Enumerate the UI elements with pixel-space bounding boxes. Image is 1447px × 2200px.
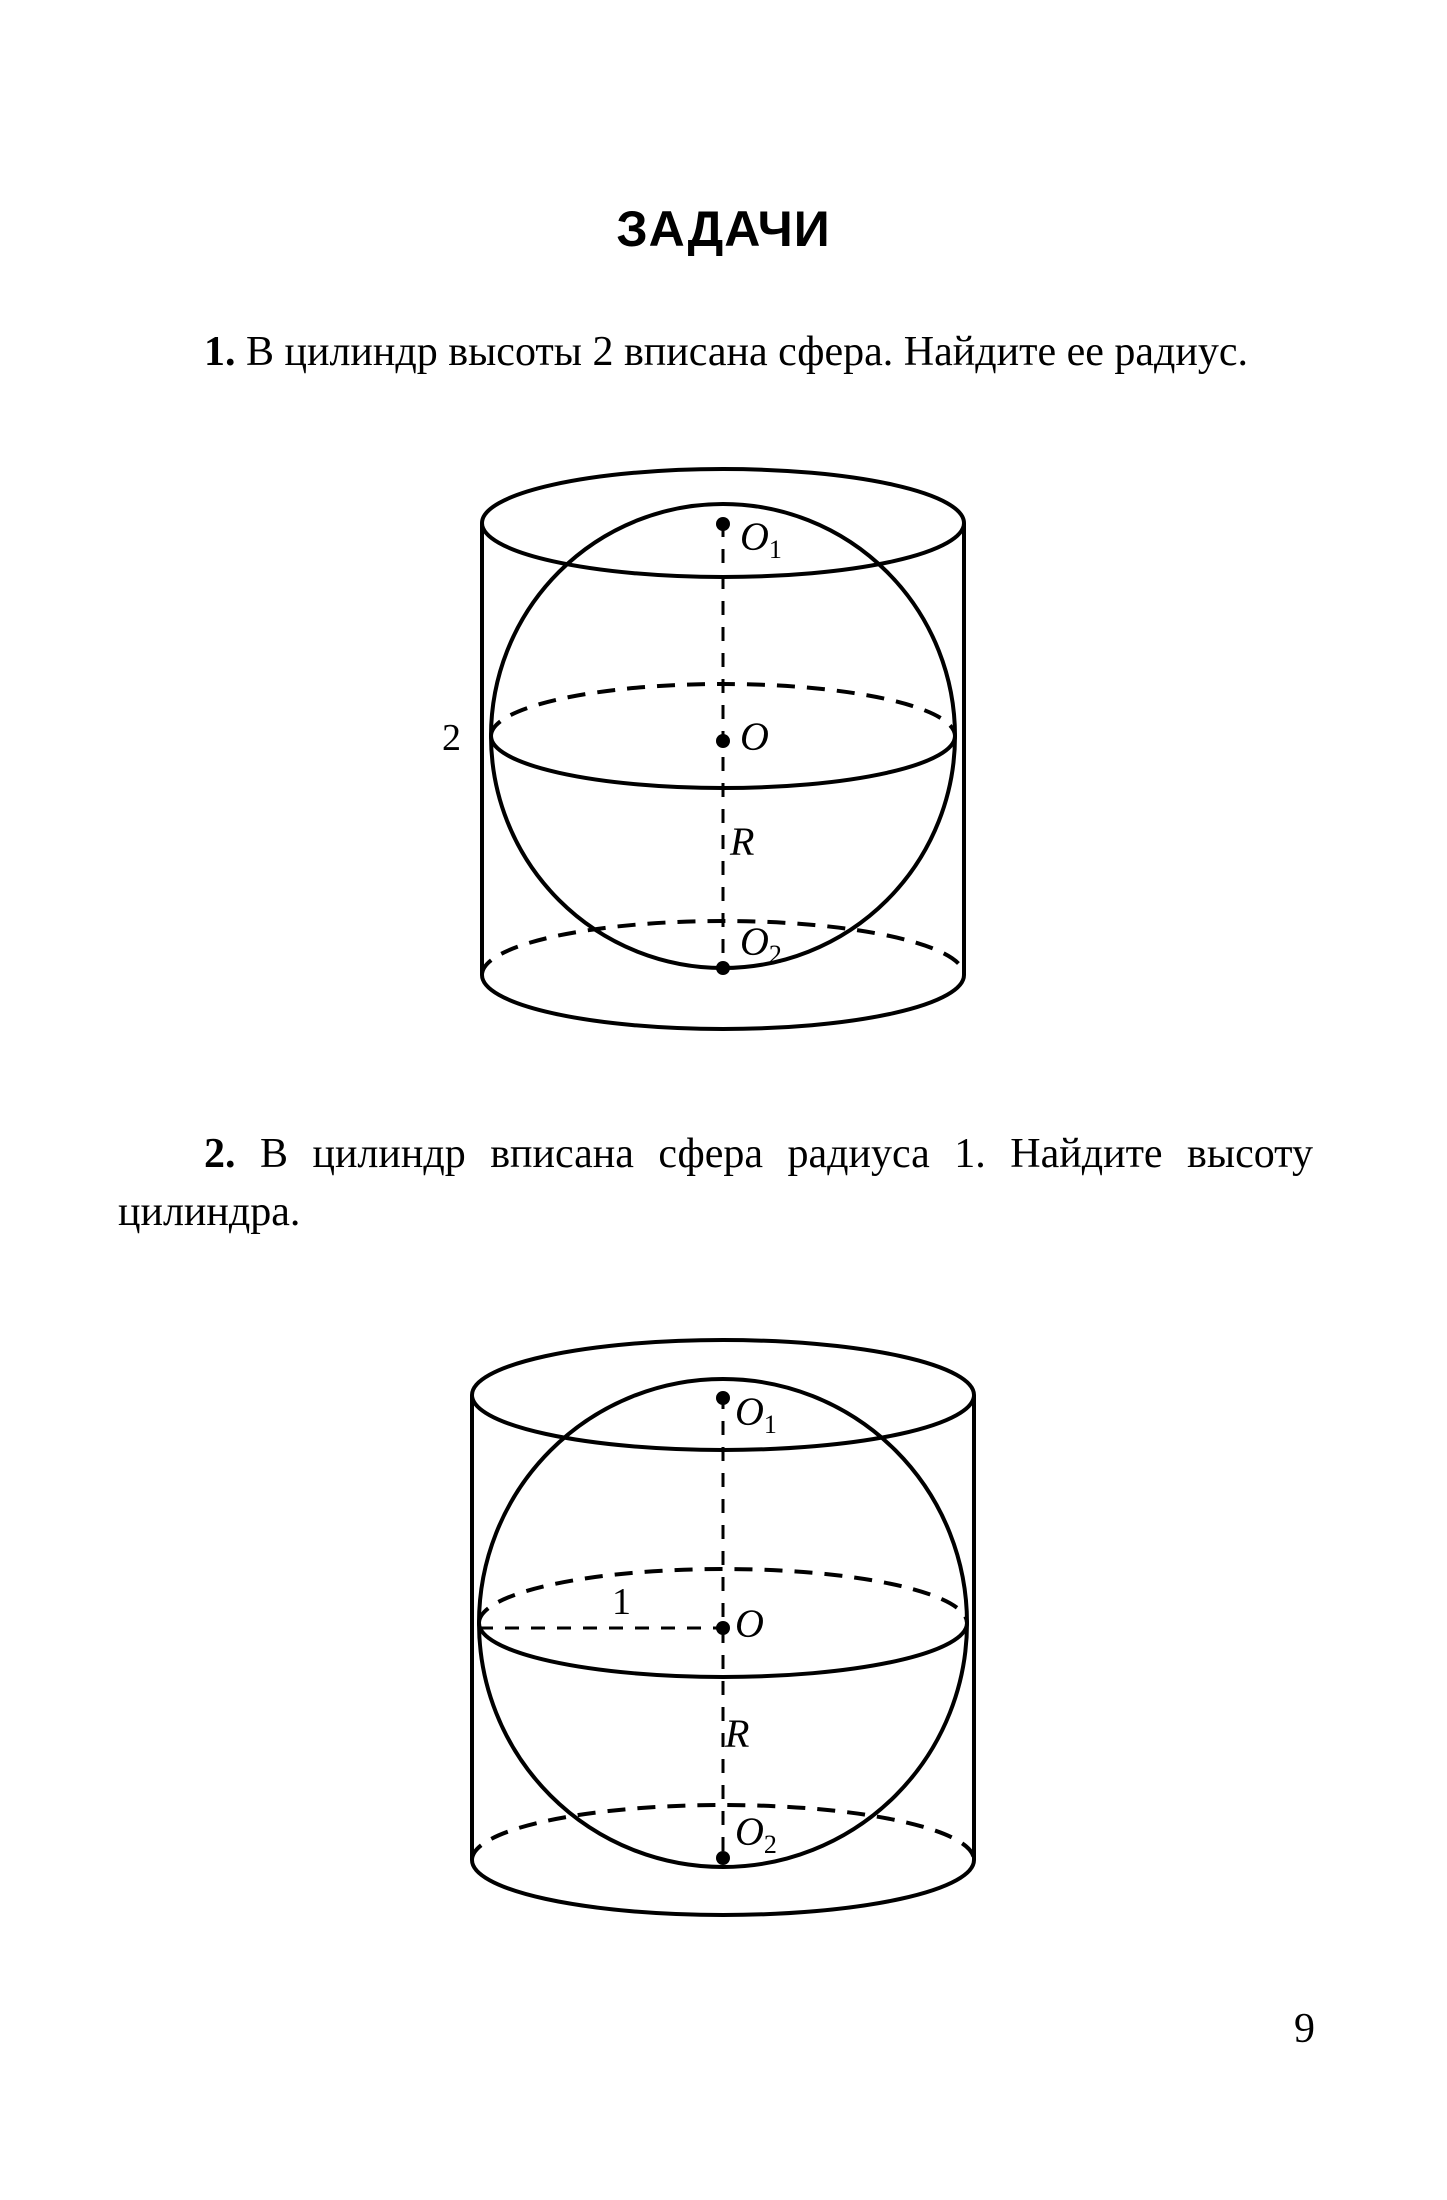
point-o bbox=[716, 734, 730, 748]
point-o2 bbox=[716, 961, 730, 975]
page-number: 9 bbox=[1294, 2006, 1315, 2052]
figure-2-cylinder-with-inscribed-sphere bbox=[430, 1310, 1010, 1940]
problem-1-number: 1. bbox=[204, 329, 236, 375]
point-o1 bbox=[716, 517, 730, 531]
label-sphere-radius-1: 1 bbox=[612, 1581, 631, 1623]
label-r: R bbox=[725, 1711, 750, 1756]
point-o2 bbox=[716, 1851, 730, 1865]
problem-2-number: 2. bbox=[204, 1131, 236, 1177]
label-o: O bbox=[735, 1601, 764, 1646]
label-height-2: 2 bbox=[442, 717, 461, 759]
problem-1 bbox=[118, 323, 1313, 381]
label-o2: $O_2$ bbox=[735, 1809, 777, 1859]
label-o: O bbox=[740, 714, 769, 759]
label-o1: $O_1$ bbox=[735, 1389, 777, 1439]
problem-1-text: В цилиндр высоты 2 вписана сфера. Найдите ее радиус. bbox=[235, 329, 1249, 375]
point-o bbox=[716, 1621, 730, 1635]
cylinder-bottom-front-arc bbox=[482, 975, 964, 1029]
label-o1: $O_1$ bbox=[740, 514, 782, 564]
page-title: ЗАДАЧИ bbox=[616, 201, 831, 257]
label-o2: $O_2$ bbox=[740, 919, 782, 969]
problem-2-text: В цилиндр вписана сфера радиуса 1. Найдите высоту цилиндра. bbox=[118, 1131, 1313, 1235]
problem-2 bbox=[118, 1125, 1313, 1241]
figure-1-cylinder-with-inscribed-sphere bbox=[440, 440, 1000, 1060]
point-o1 bbox=[716, 1391, 730, 1405]
label-r: R bbox=[730, 819, 755, 864]
